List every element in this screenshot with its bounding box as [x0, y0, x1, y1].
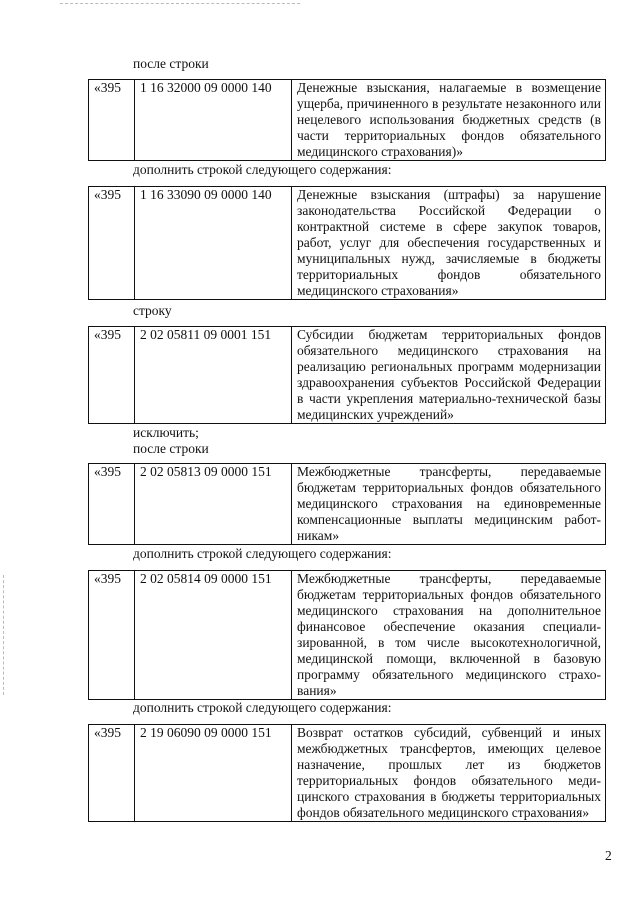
income-code: 2 02 05811 09 0001 151: [135, 327, 292, 424]
admin-code: «395: [89, 464, 135, 545]
budget-code-row: [88, 186, 606, 300]
instruction-add-line: дополнить строкой следующего содержания:: [133, 546, 392, 561]
admin-code: «395: [89, 327, 135, 424]
page-number: 2: [605, 848, 612, 863]
income-code: 1 16 32000 09 0000 140: [135, 80, 292, 161]
income-code: 2 02 05813 09 0000 151: [135, 464, 292, 545]
income-code: 1 16 33090 09 0000 140: [135, 187, 292, 300]
budget-code-row: [88, 326, 606, 424]
instruction-add-line: дополнить строкой следующего содержания:: [133, 700, 392, 715]
income-description: Межбюджетные трансферты, передаваемые бюджетам территориальных фондов обязательного медицинского страхования на дополнительное финансовое обеспечение оказания специали-зированной, в том числе высокотехнологичной, медицинской помощи, включенной в базовую программу обязательного медицинского страхо-вания»: [292, 571, 606, 700]
income-description: Возврат остатков субсидий, субвенций и иных межбюджетных трансфертов, имеющих целевое назначение, прошлых лет из бюджетов территориальных фондов обязательного меди-цинского страхования в бюджеты территориальных фондов обязательного медицинского страхования»: [292, 725, 606, 822]
admin-code: «395: [89, 187, 135, 300]
instruction-after-line: после строки: [133, 441, 209, 456]
budget-code-row: [88, 570, 606, 700]
instruction-line: строку: [133, 303, 172, 318]
budget-code-row: [88, 79, 606, 161]
admin-code: «395: [89, 725, 135, 822]
income-description: Денежные взыскания, налагаемые в возмещение ущерба, причиненного в результате незаконного или нецелевого использования бюджетных средств (в части территориальных фондов обязательного медицинского страхования)»: [292, 80, 606, 161]
budget-code-row: [88, 724, 606, 822]
income-code: 2 19 06090 09 0000 151: [135, 725, 292, 822]
income-description: Межбюджетные трансферты, передаваемые бюджетам территориальных фондов обязательного медицинского страхования на единовременные компенсационные выплаты медицинским работ-никам»: [292, 464, 606, 545]
instruction-exclude: [133, 425, 209, 457]
admin-code: «395: [89, 80, 135, 161]
income-description: Денежные взыскания (штрафы) за нарушение законодательства Российской Федерации о контрактной системе в сфере закупок товаров, работ, услуг для обеспечения государственных и муниципальных нужд, зачисляемые в бюджеты территориальных фондов обязательного медицинского страхования»: [292, 187, 606, 300]
instruction-after-line: после строки: [133, 56, 209, 71]
instruction-exclude-text: исключить;: [133, 425, 199, 440]
scan-artifact-left: [3, 575, 4, 695]
income-code: 2 02 05814 09 0000 151: [135, 571, 292, 700]
admin-code: «395: [89, 571, 135, 700]
budget-code-row: [88, 463, 606, 545]
scan-artifact-top: [60, 3, 300, 4]
income-description: Субсидии бюджетам территориальных фондов обязательного медицинского страхования на реализацию региональных программ модернизации здравоохранения субъектов Российской Федерации в части укрепления материально-технической базы медицинских учреждений»: [292, 327, 606, 424]
instruction-add-line: дополнить строкой следующего содержания:: [133, 162, 392, 177]
